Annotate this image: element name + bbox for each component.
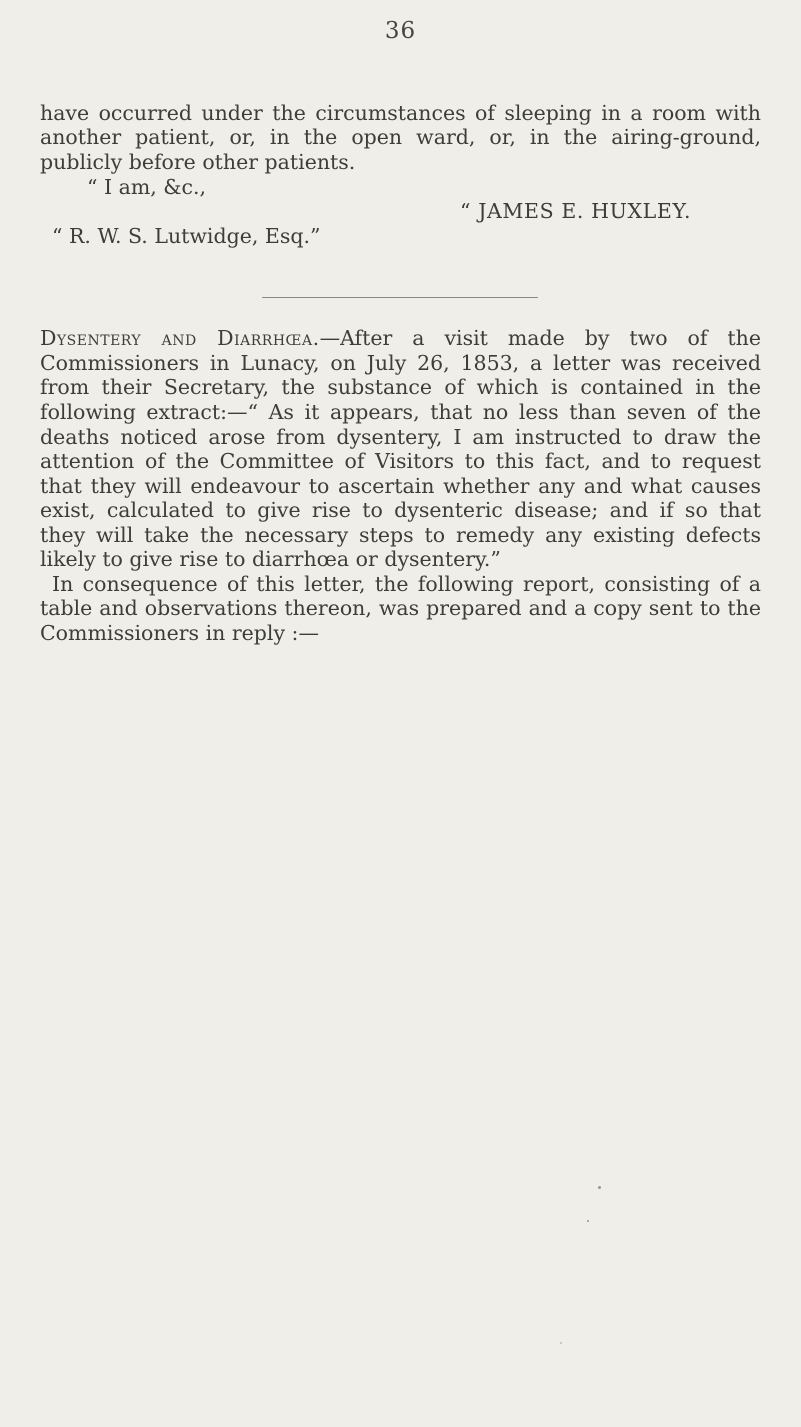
paper-speck — [598, 1186, 601, 1189]
letter-signature: “ JAMES E. HUXLEY. — [460, 199, 692, 223]
section-line-9: they will take the necessary steps to remedy any existing defects — [40, 523, 761, 547]
section-line-6: attention of the Committee of Visitors to this fact, and to request — [40, 449, 761, 473]
letter-addressee: “ R. W. S. Lutwidge, Esq.” — [52, 224, 321, 248]
letter-line-3: publicly before other patients. — [40, 150, 356, 174]
section-line-12: table and observations thereon, was prepared and a copy sent to the — [40, 596, 761, 620]
paper-speck — [560, 1342, 562, 1344]
section-line-2: Commissioners in Lunacy, on July 26, 1853, a letter was received — [40, 351, 761, 375]
letter-closing: “ I am, &c., — [87, 175, 207, 199]
section-line-7: that they will endeavour to ascertain whether any and what causes — [40, 474, 761, 498]
section-first-line — [40, 326, 761, 350]
section-heading: Dysentery and Diarrhœa. — [40, 326, 320, 350]
section-line-4: following extract:—“ As it appears, that no less than seven of the — [40, 400, 761, 424]
section-line-8: exist, calculated to give rise to dysenteric disease; and if so that — [40, 498, 761, 522]
page-number: 36 — [384, 18, 417, 44]
section-line-1: —After a visit made by two of the — [319, 326, 761, 350]
section-line-10: likely to give rise to diarrhœa or dysentery.” — [40, 547, 501, 571]
section-divider — [262, 297, 538, 298]
paper-speck — [587, 1220, 589, 1222]
section-line-13: Commissioners in reply :— — [40, 621, 319, 645]
letter-line-2: another patient, or, in the open ward, or, in the airing-ground, — [40, 125, 761, 149]
section-line-11: In consequence of this letter, the following report, consisting of a — [52, 572, 761, 596]
section-line-3: from their Secretary, the substance of which is contained in the — [40, 375, 761, 399]
letter-line-1: have occurred under the circumstances of sleeping in a room with — [40, 101, 761, 125]
section-line-5: deaths noticed arose from dysentery, I am instructed to draw the — [40, 425, 761, 449]
